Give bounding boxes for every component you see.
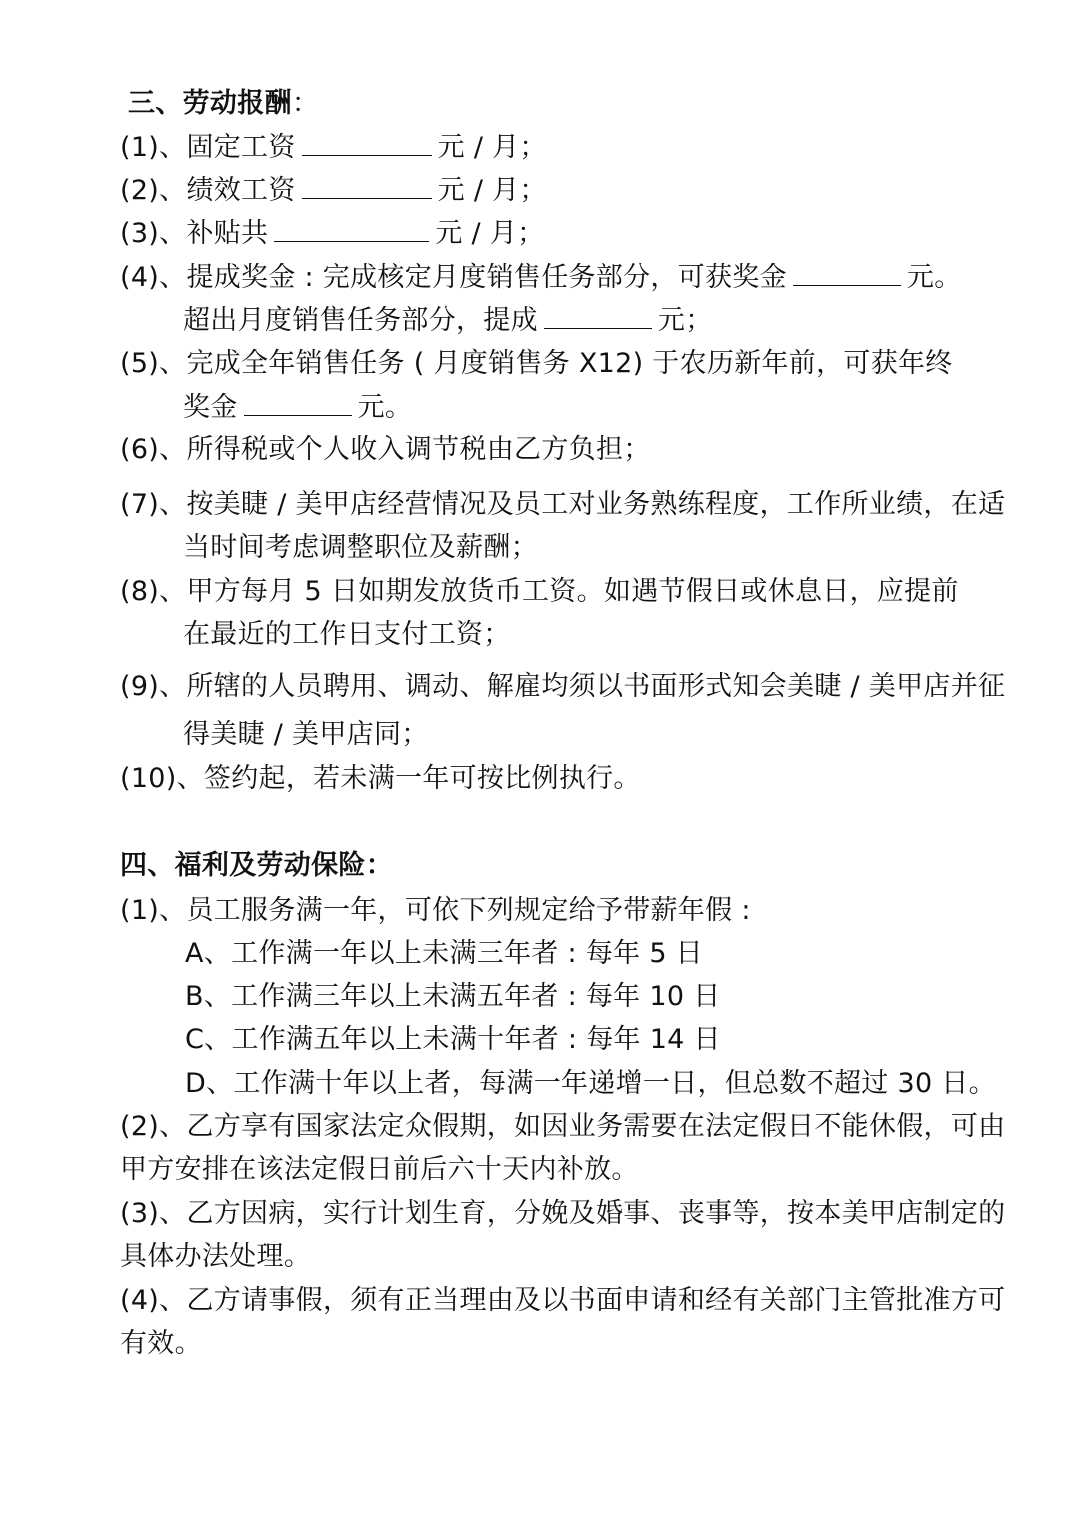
salary-fixed-label: (1)、固定工资	[120, 132, 296, 163]
adjust-line-1: (7)、按美睫 / 美甲店经营情况及员工对业务熟练程度，工作所业绩，在适	[120, 489, 1006, 520]
bonus-unit: 元。	[906, 262, 962, 293]
leave-tier-a: A、工作满一年以上未满三年者 : 每年 5 日	[185, 938, 703, 969]
commission-unit: 元；	[657, 305, 713, 336]
staffing-line-1: (9)、所辖的人员聘用、调动、解雇均须以书面形式知会美睫 / 美甲店并征	[120, 671, 1006, 702]
section3-heading	[128, 86, 319, 122]
personal-leave-line-2: 有效。	[120, 1328, 202, 1359]
salary-fixed-unit: 元 / 月；	[437, 132, 547, 163]
holiday-line-1: (2)、乙方享有国家法定众假期，如因业务需要在法定假日不能休假，可由	[120, 1111, 1006, 1142]
section3-title: 三、劳动报酬	[128, 88, 292, 119]
bonus-blank	[793, 259, 901, 286]
subsidy-label: (3)、补贴共	[120, 218, 269, 249]
payday-line-1: (8)、甲方每月 5 日如期发放货币工资。如遇节假日或休息日，应提前	[120, 576, 959, 607]
commission-label: 超出月度销售任务部分，提成	[183, 305, 538, 336]
tax-line: (6)、所得税或个人收入调节税由乙方负担；	[120, 434, 651, 465]
annual-bonus-unit: 元。	[357, 392, 413, 423]
holiday-line-2: 甲方安排在该法定假日前后六十天内补放。	[120, 1154, 639, 1185]
annual-bonus-line-1	[120, 346, 953, 382]
leave-tier-d: D、工作满十年以上者，每满一年递增一日，但总数不超过 30 日。	[185, 1068, 996, 1099]
subsidy-unit: 元 / 月；	[435, 218, 545, 249]
annual-bonus-line-2	[183, 389, 412, 426]
staffing-line-2: 得美睫 / 美甲店同；	[183, 719, 429, 750]
commission-blank	[544, 302, 652, 329]
prorate-line: (10)、签约起，若未满一年可按比例执行。	[120, 763, 641, 794]
annual-bonus-label: 奖金	[183, 392, 238, 423]
sick-leave-line-2: 具体办法处理。	[120, 1241, 312, 1272]
sick-leave-line-1: (3)、乙方因病，实行计划生育，分娩及婚事、丧事等，按本美甲店制定的	[120, 1198, 1006, 1229]
payday-line-2: 在最近的工作日支付工资；	[183, 619, 511, 650]
salary-performance-label: (2)、绩效工资	[120, 175, 296, 206]
salary-line-3	[120, 215, 544, 252]
salary-performance-unit: 元 / 月；	[437, 175, 547, 206]
subsidy-blank	[274, 215, 429, 242]
bonus-label: (4)、提成奖金 : 完成核定月度销售任务部分，可获奖金	[120, 262, 787, 293]
bonus-line-2	[183, 302, 713, 339]
bonus-line-1	[120, 259, 962, 296]
section3-title-colon: ：	[291, 88, 320, 119]
annual-bonus-text: (5)、完成全年销售任务 ( 月度销售务 X12) 于农历新年前，可获年终	[120, 348, 953, 379]
leave-tier-b: B、工作满三年以上未满五年者 : 每年 10 日	[185, 981, 721, 1012]
personal-leave-line-1: (4)、乙方请事假，须有正当理由及以书面申请和经有关部门主管批准方可	[120, 1285, 1006, 1316]
salary-line-2	[120, 172, 547, 209]
salary-fixed-blank	[302, 129, 432, 156]
leave-tier-c: C、工作满五年以上未满十年者 : 每年 14 日	[185, 1024, 721, 1055]
salary-performance-blank	[302, 172, 432, 199]
adjust-line-2: 当时间考虑调整职位及薪酬；	[183, 532, 538, 563]
leave-line-1: (1)、员工服务满一年，可依下列规定给予带薪年假 :	[120, 895, 751, 926]
salary-line-1	[120, 129, 547, 166]
annual-bonus-blank	[244, 389, 352, 416]
section4-title: 四、福利及劳动保险：	[120, 850, 393, 881]
